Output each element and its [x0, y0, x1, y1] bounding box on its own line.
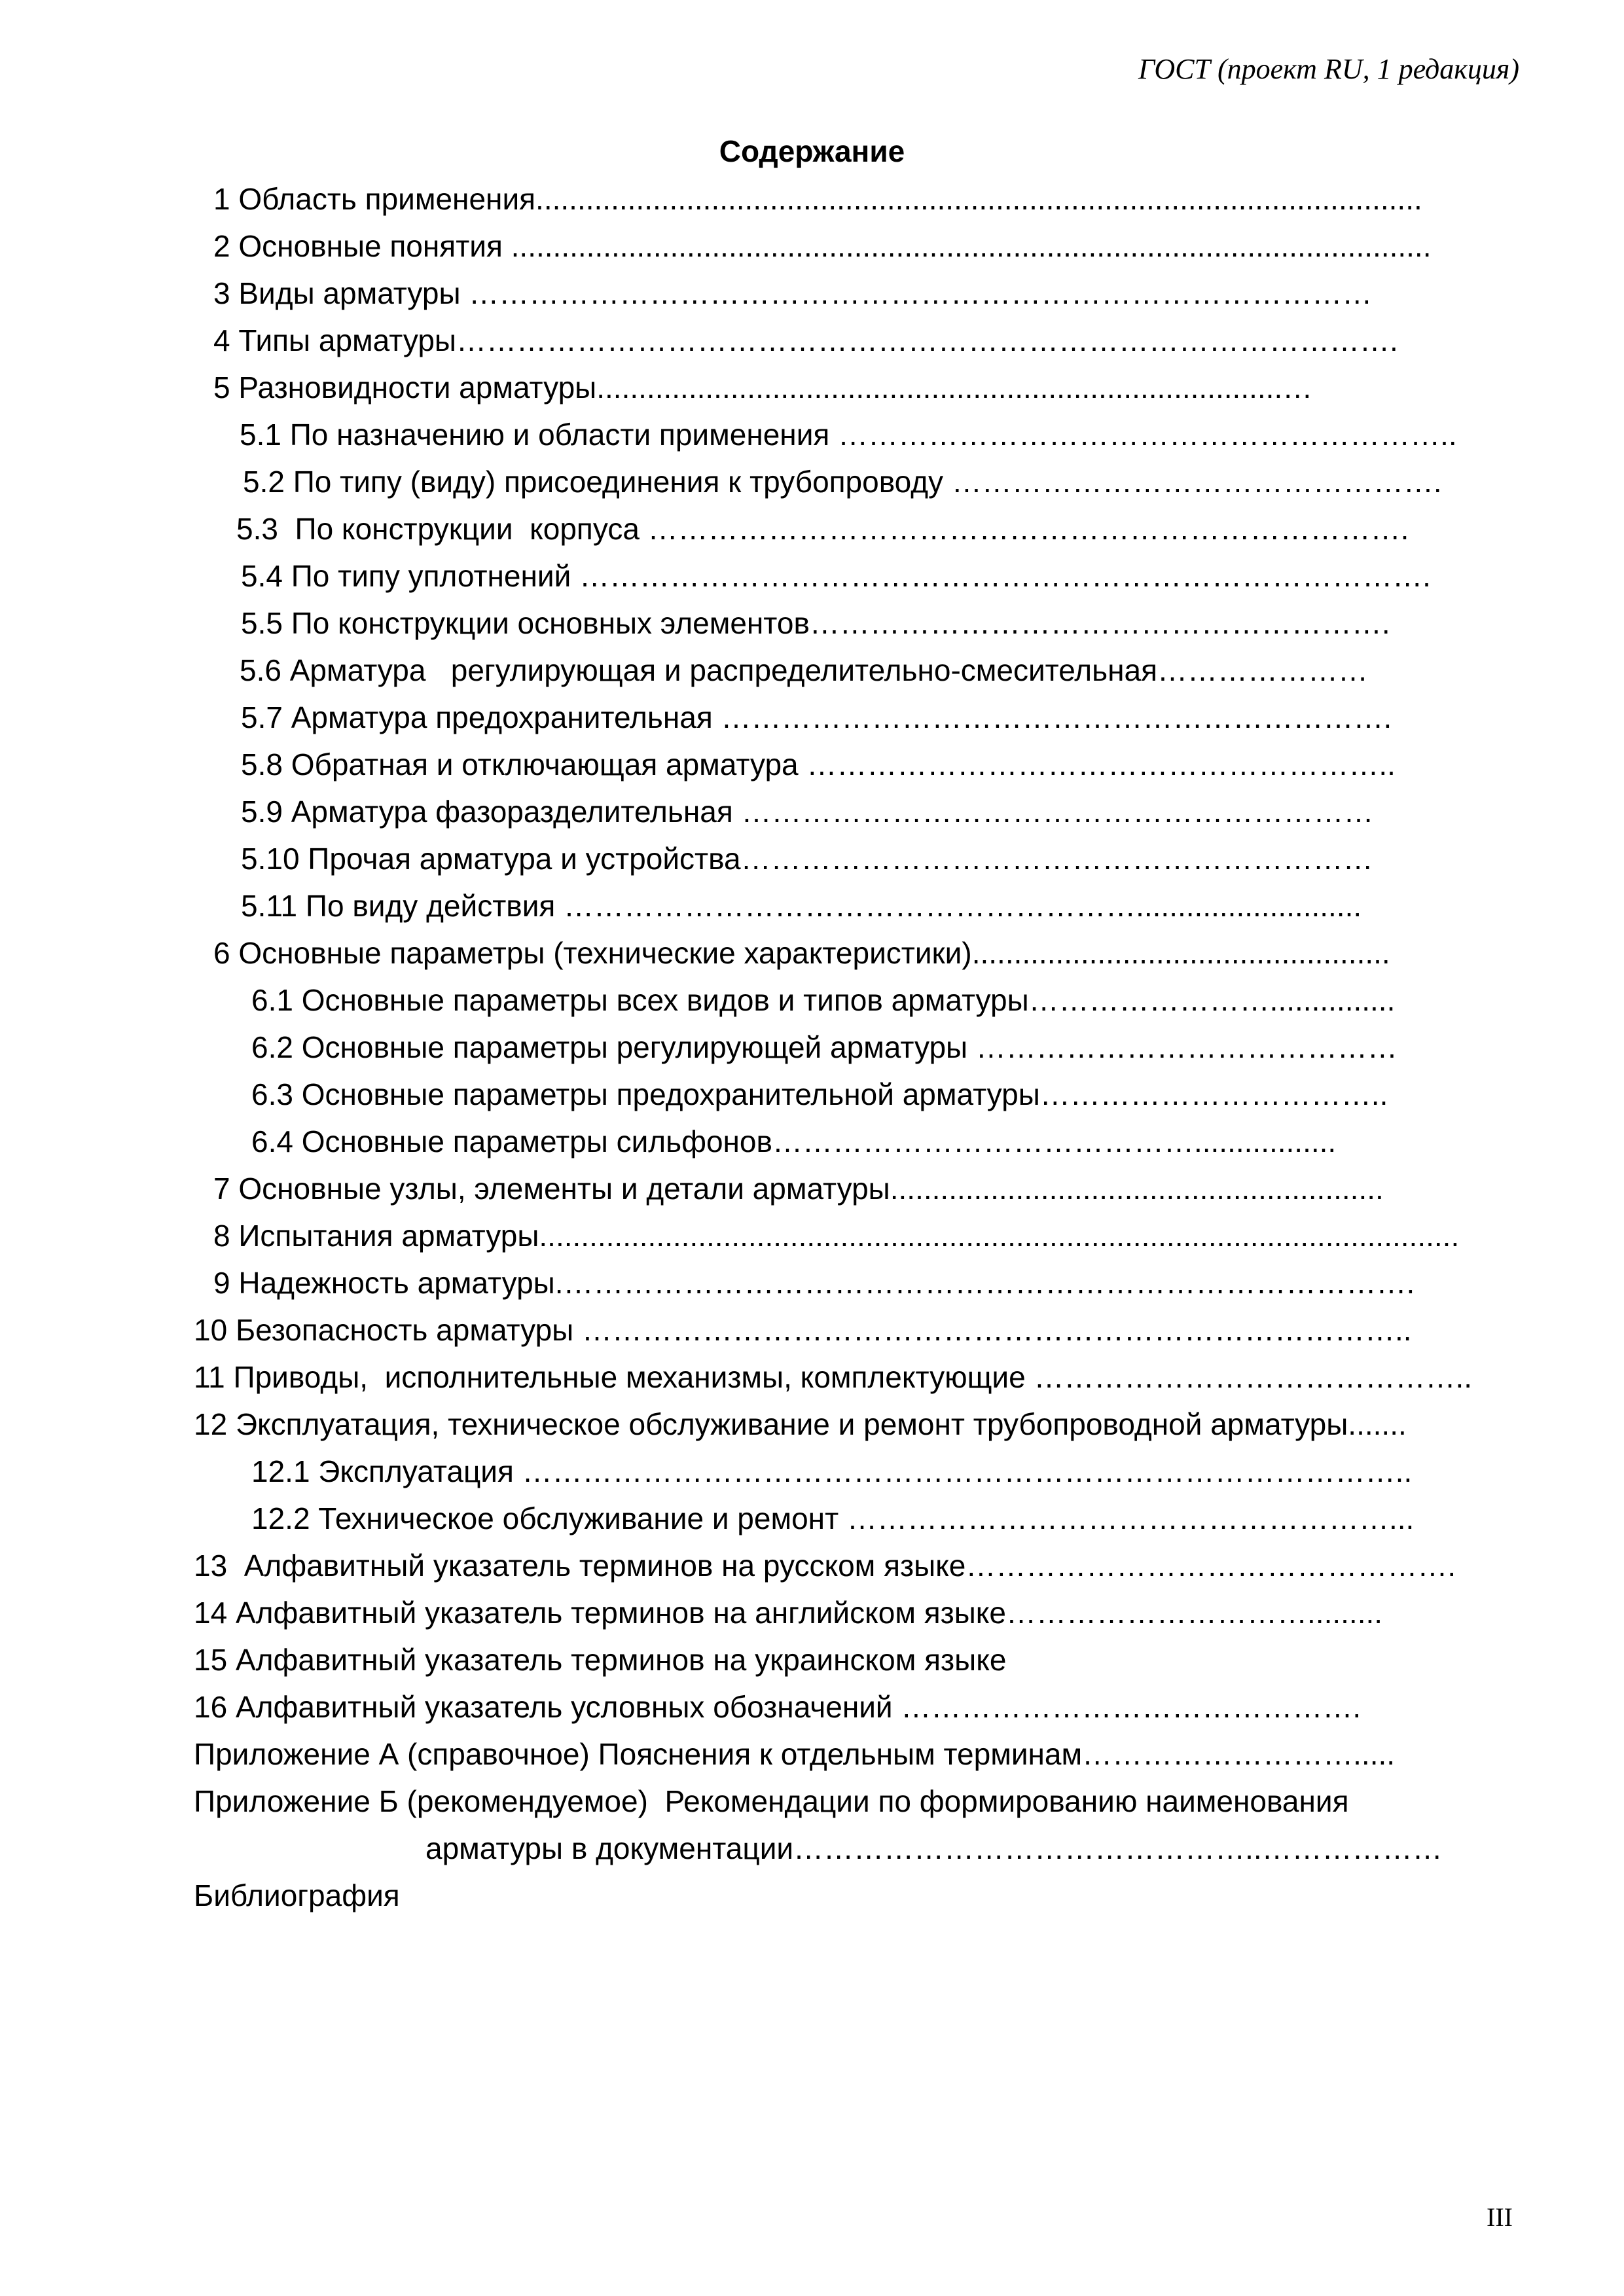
toc-entry-5[interactable]: 5 Разновидности арматуры..................................................................................…: [213, 370, 1313, 404]
toc-entry-5-8[interactable]: 5.8 Обратная и отключающая арматура …………………………………………………..: [241, 747, 1396, 781]
toc-entry-appendix-b-cont[interactable]: арматуры в документации………………………………………..………………: [425, 1831, 1443, 1865]
toc-entry-6-3[interactable]: 6.3 Основные параметры предохранительной арматуры……………………………..: [251, 1077, 1388, 1111]
toc-entry-5-2[interactable]: 5.2 По типу (виду) присоединения к трубопроводу ………………………………………….: [243, 465, 1442, 499]
running-header: ГОСТ (проект RU, 1 редакция): [1138, 53, 1519, 85]
toc-entry-appendix-a[interactable]: Приложение А (справочное) Пояснения к отдельным терминам……………………….....: [194, 1737, 1396, 1771]
toc-entry-6-1[interactable]: 6.1 Основные параметры всех видов и типов арматуры……………………...............: [251, 983, 1396, 1017]
page-number: III: [1487, 2202, 1513, 2232]
toc-entry-5-7[interactable]: 5.7 Арматура предохранительная ………………………………………………………….: [241, 700, 1392, 734]
toc-entry-5-6[interactable]: 5.6 Арматура регулирующая и распределительно-смесительная…………………: [240, 653, 1368, 687]
toc-entry-10[interactable]: 10 Безопасность арматуры ………………………………………………………………………..: [194, 1313, 1412, 1347]
toc-entry-2[interactable]: 2 Основные понятия ..............................................................................................................: [213, 229, 1432, 263]
toc-entry-15[interactable]: 15 Алфавитный указатель терминов на украинском языке: [194, 1643, 1007, 1677]
page-title: Содержание: [719, 134, 905, 168]
toc-entry-6-2[interactable]: 6.2 Основные параметры регулирующей арматуры ……………………………………: [251, 1030, 1398, 1064]
toc-entry-12-1[interactable]: 12.1 Эксплуатация ……………………………………………………………………………..: [251, 1454, 1413, 1488]
toc-entry-16[interactable]: 16 Алфавитный указатель условных обозначений ……………………………………….: [194, 1690, 1362, 1724]
toc-entry-5-3[interactable]: 5.3 По конструкции корпуса ………………………………………………………………….: [236, 512, 1409, 546]
toc-entry-appendix-b[interactable]: Приложение Б (рекомендуемое) Рекомендации по формированию наименования: [194, 1784, 1349, 1818]
toc-entry-5-11[interactable]: 5.11 По виду действия …………………………………………………...........................: [241, 889, 1362, 923]
toc-entry-9[interactable]: 9 Надежность арматуры.………………………………………………………………………….: [213, 1266, 1415, 1300]
toc-entry-1[interactable]: 1 Область применения..........................................................................................................: [213, 182, 1422, 216]
toc-entry-5-1[interactable]: 5.1 По назначению и области применения ……………………………………………………..: [240, 418, 1457, 452]
toc-entry-6[interactable]: 6 Основные параметры (технические характеристики)..................................................: [213, 936, 1390, 970]
toc-entry-12-2[interactable]: 12.2 Техническое обслуживание и ремонт ………………………………………………...: [251, 1501, 1415, 1535]
toc-entry-bibliography[interactable]: Библиография: [194, 1878, 400, 1912]
toc-entry-11[interactable]: 11 Приводы, исполнительные механизмы, комплектующие ……………………………………..: [194, 1360, 1473, 1394]
toc-entry-13[interactable]: 13 Алфавитный указатель терминов на русском языке………………………………………….: [194, 1549, 1456, 1583]
toc-entry-8[interactable]: 8 Испытания арматуры..............................................................................................................: [213, 1219, 1460, 1253]
toc-entry-7[interactable]: 7 Основные узлы, элементы и детали арматуры...........................................................: [213, 1172, 1384, 1206]
toc-entry-5-5[interactable]: 5.5 По конструкции основных элементов………………………………………………….: [241, 606, 1390, 640]
toc-entry-5-10[interactable]: 5.10 Прочая арматура и устройства………………………………………………………: [241, 842, 1373, 876]
toc-entry-12[interactable]: 12 Эксплуатация, техническое обслуживание и ремонт трубопроводной арматуры.......: [194, 1407, 1407, 1441]
toc-entry-3[interactable]: 3 Виды арматуры ………………………………………………………………………………: [213, 276, 1373, 310]
toc-entry-14[interactable]: 14 Алфавитный указатель терминов на английском языке………………………….........: [194, 1596, 1383, 1630]
toc-entry-4[interactable]: 4 Типы арматуры………………………………………………………………………………….: [213, 323, 1398, 357]
toc-entry-5-9[interactable]: 5.9 Арматура фазоразделительная ………………………………………………………: [241, 795, 1374, 829]
toc-entry-6-4[interactable]: 6.4 Основные параметры сильфонов…………………………………….................: [251, 1124, 1337, 1158]
toc-entry-5-4[interactable]: 5.4 По типу уплотнений ………………………………………………………………………….: [241, 559, 1431, 593]
